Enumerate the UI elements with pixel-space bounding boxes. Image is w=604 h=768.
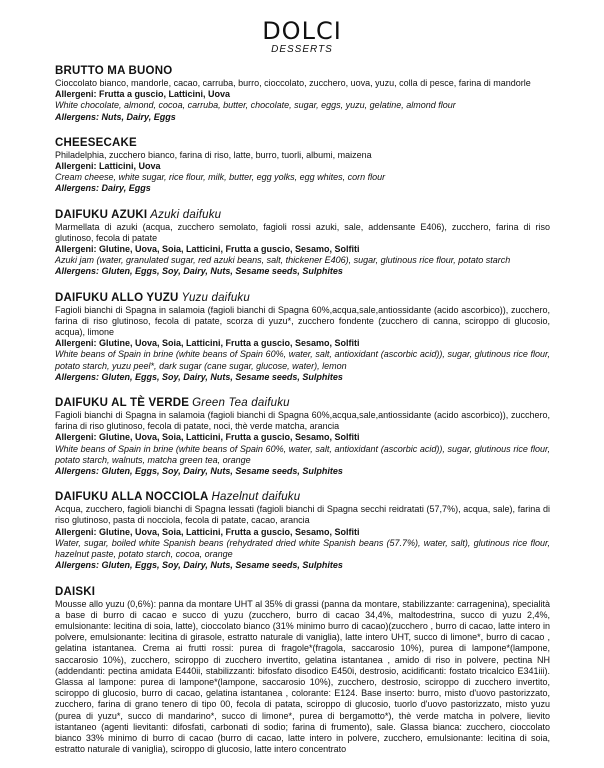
dessert-english-name: Hazelnut daifuku — [211, 491, 301, 504]
menu-header — [0, 0, 604, 56]
dessert-name: CHEESECAKE — [55, 136, 137, 149]
allergens-en: Allergens: Nuts, Dairy, Eggs — [55, 111, 176, 122]
allergens-it: Allergeni: Glutine, Uova, Soia, Latticini, Frutta a guscio, Sesamo, Solfiti — [55, 338, 360, 349]
page-title: DOLCI — [262, 17, 342, 45]
dessert-list — [55, 64, 550, 768]
ingredients-it: Mousse allo yuzu (0,6%): panna da montare UHT al 35% di grassi (panna da montare, stabilizzante: carragenina), specialità a base di burro di cacao e succo di yuzu (zucchero, burro di cacao 34,4%, maltodestrina, succo di yuzu 2,4%, emulsionante: lecitina di soia, latte), cioccolato bianco (31% minimo burro di cacao)(zucchero , burro di cacao, latte intero in polvere, emulsionante: lecitina di girasole, estratto naturale di vaniglia), latte intero UHT, succo di limone*, burro di cacao , gelatina istantanea. Crema ai frutti rossi: purea di fragole*(fragola, saccarosio 10%), purea di lampone*(lampone, saccarosio 10%), zucchero, sciroppo di zucchero invertito, gelatina istantanea , amido di riso in polvere, pectina NH (addendanti: pectina amidata E440ii, stabilizzanti: bifosfato disodico E450i, destrosio, acidificanti: fostato tricalcico E341iii). Glassa al lampone: purea di lampone*(lampone, saccarosio 10%), zucchero, destrosio, sciroppo di zucchero invertito, sciroppo di glucosio, burro di cacao, gelatina istantanea , colorante: E124. Base inserto: burro, misto d'uovo pastorizzato, zucchero, farina di grano tenero di tipo 00, fecola di patata, sciroppo di glucosio, tuorlo d'uovo pastorizzato, misto yuzu (purea di yuzu*, succo di mandarino*, succo di limone*, purea di bergamotto*), thè verde matcha in polvere, lievito istantaneo (agenti lievitanti: difosfati, carbonati di sodio; farina di frumento), sale. Glassa bianca: zucchero, cioccolato bianco 33% minimo di burro di cacao (burro di cacao, latte intero in polvere, zucchero, emulsionante: lecitina di soia, estratto naturale di vaniglia), sciroppo di glucosio, latte intero concentrato — [55, 598, 550, 755]
ingredients-en: Water, sugar, boiled white Spanish beans (rehydrated dried white Spanish beans (57.7%), water, salt), glutinous rice flour, hazelnut paste, potato starch, cocoa, orange — [55, 537, 550, 560]
dessert-english-name: Yuzu daifuku — [181, 291, 250, 304]
ingredients-it: Fagioli bianchi di Spagna in salamoia (fagioli bianchi di Spagna 60%,acqua,sale,antiossidante (acido ascorbico)), zucchero, farina di riso glutinoso, fecola di patate, noci, thè verde matcha, arancia — [55, 410, 550, 432]
dessert-english-name: Azuki daifuku — [150, 208, 222, 221]
dessert-name: DAIFUKU AZUKI Azuki daifuku — [55, 208, 222, 221]
ingredients-en: White beans of Spain in brine (white beans of Spain 60%, water, salt, antioxidant (ascorbic acid)), sugar, glutinous rice flour, potato starch, yuzu peel*, dark sugar (cane sugar, glucose, water), lemon — [55, 349, 550, 371]
page-subtitle: DESSERTS — [271, 44, 333, 55]
dessert-name: DAIFUKU ALLA NOCCIOLA Hazelnut daifuku — [55, 491, 301, 504]
dessert-english-name: Green Tea daifuku — [192, 397, 290, 410]
allergens-en: Allergens: Gluten, Eggs, Soy, Dairy, Nuts, Sesame seeds, Sulphites — [55, 371, 343, 382]
ingredients-it: Philadelphia, zucchero bianco, farina di riso, latte, burro, tuorli, albumi, maizena — [55, 149, 372, 160]
ingredients-it: Cioccolato bianco, mandorle, cacao, carruba, burro, cioccolato, zucchero, uova, yuzu, colla di pesce, farina di mandorle — [55, 78, 531, 88]
dessert-item-daifuku-yuzu — [55, 291, 550, 383]
allergens-en: Allergens: Gluten, Eggs, Soy, Dairy, Nuts, Sesame seeds, Sulphites — [55, 466, 343, 477]
dessert-name: DAISKI — [55, 585, 96, 598]
allergens-it: Allergeni: Glutine, Uova, Soia, Latticini, Frutta a guscio, Sesamo, Solfiti — [55, 526, 360, 537]
dessert-item-brutto-ma-buono — [55, 64, 550, 123]
dessert-item-daifuku-azuki — [55, 208, 550, 278]
allergens-en: Allergens: Dairy, Eggs — [55, 183, 151, 194]
allergens-it: Allergeni: Latticini, Uova — [55, 161, 161, 172]
dessert-item-cheesecake — [55, 136, 550, 195]
ingredients-it: Marmellata di azuki (acqua, zucchero semolato, fagioli rossi azuki, sale, addensante E406), zucchero, farina di riso glutinoso, fecola di patate — [55, 221, 550, 243]
allergens-it: Allergeni: Glutine, Uova, Soia, Latticini, Frutta a guscio, Sesamo, Solfiti — [55, 432, 360, 443]
ingredients-en: Cream cheese, white sugar, rice flour, milk, butter, egg yolks, egg whites, corn flour — [55, 172, 386, 183]
allergens-it: Allergeni: Frutta a guscio, Latticini, Uova — [55, 89, 231, 100]
dessert-item-daifuku-nocciola — [55, 490, 550, 571]
dessert-item-daifuku-te-verde — [55, 396, 550, 477]
ingredients-it: Fagioli bianchi di Spagna in salamoia (fagioli bianchi di Spagna 60%,acqua,sale,antiossidante (acido ascorbico)), zucchero, farina di riso glutinoso, fecola di patate, scorza di yuzu*, zucchero fondente (zucchero di canna, sciroppo di glucosio, acqua), limone — [55, 304, 550, 338]
allergens-it: Allergeni: Glutine, Uova, Soia, Latticini, Frutta a guscio, Sesamo, Solfiti — [55, 244, 360, 255]
dessert-name: DAIFUKU AL TÈ VERDE Green Tea daifuku — [55, 397, 290, 410]
dessert-name: BRUTTO MA BUONO — [55, 65, 173, 77]
ingredients-en: White beans of Spain in brine (white beans of Spain 60%, water, salt, antioxidant (ascorbic acid)), sugar, glutinous rice flour, potato starch, walnuts, matcha green tea, orange — [55, 443, 550, 465]
dessert-item-daiski — [55, 585, 550, 756]
dessert-name: DAIFUKU ALLO YUZU Yuzu daifuku — [55, 291, 250, 304]
ingredients-en: Azuki jam (water, granulated sugar, red azuki beans, salt, thickener E406), sugar, glutinous rice flour, potato starch — [55, 255, 511, 266]
allergens-en: Allergens: Gluten, Eggs, Soy, Dairy, Nuts, Sesame seeds, Sulphites — [55, 560, 343, 571]
allergens-en: Allergens: Gluten, Eggs, Soy, Dairy, Nuts, Sesame seeds, Sulphites — [55, 266, 343, 277]
ingredients-en: White chocolate, almond, cocoa, carruba, butter, chocolate, sugar, eggs, yuzu, gelatine, almond flour — [55, 100, 456, 111]
ingredients-it: Acqua, zucchero, fagioli bianchi di Spagna lessati (fagioli bianchi di Spagna secchi reidratati (57,7%), acqua, sale), farina di riso glutinoso, pasta di nocciola, fecola di patate, cacao, arancia — [55, 504, 550, 526]
